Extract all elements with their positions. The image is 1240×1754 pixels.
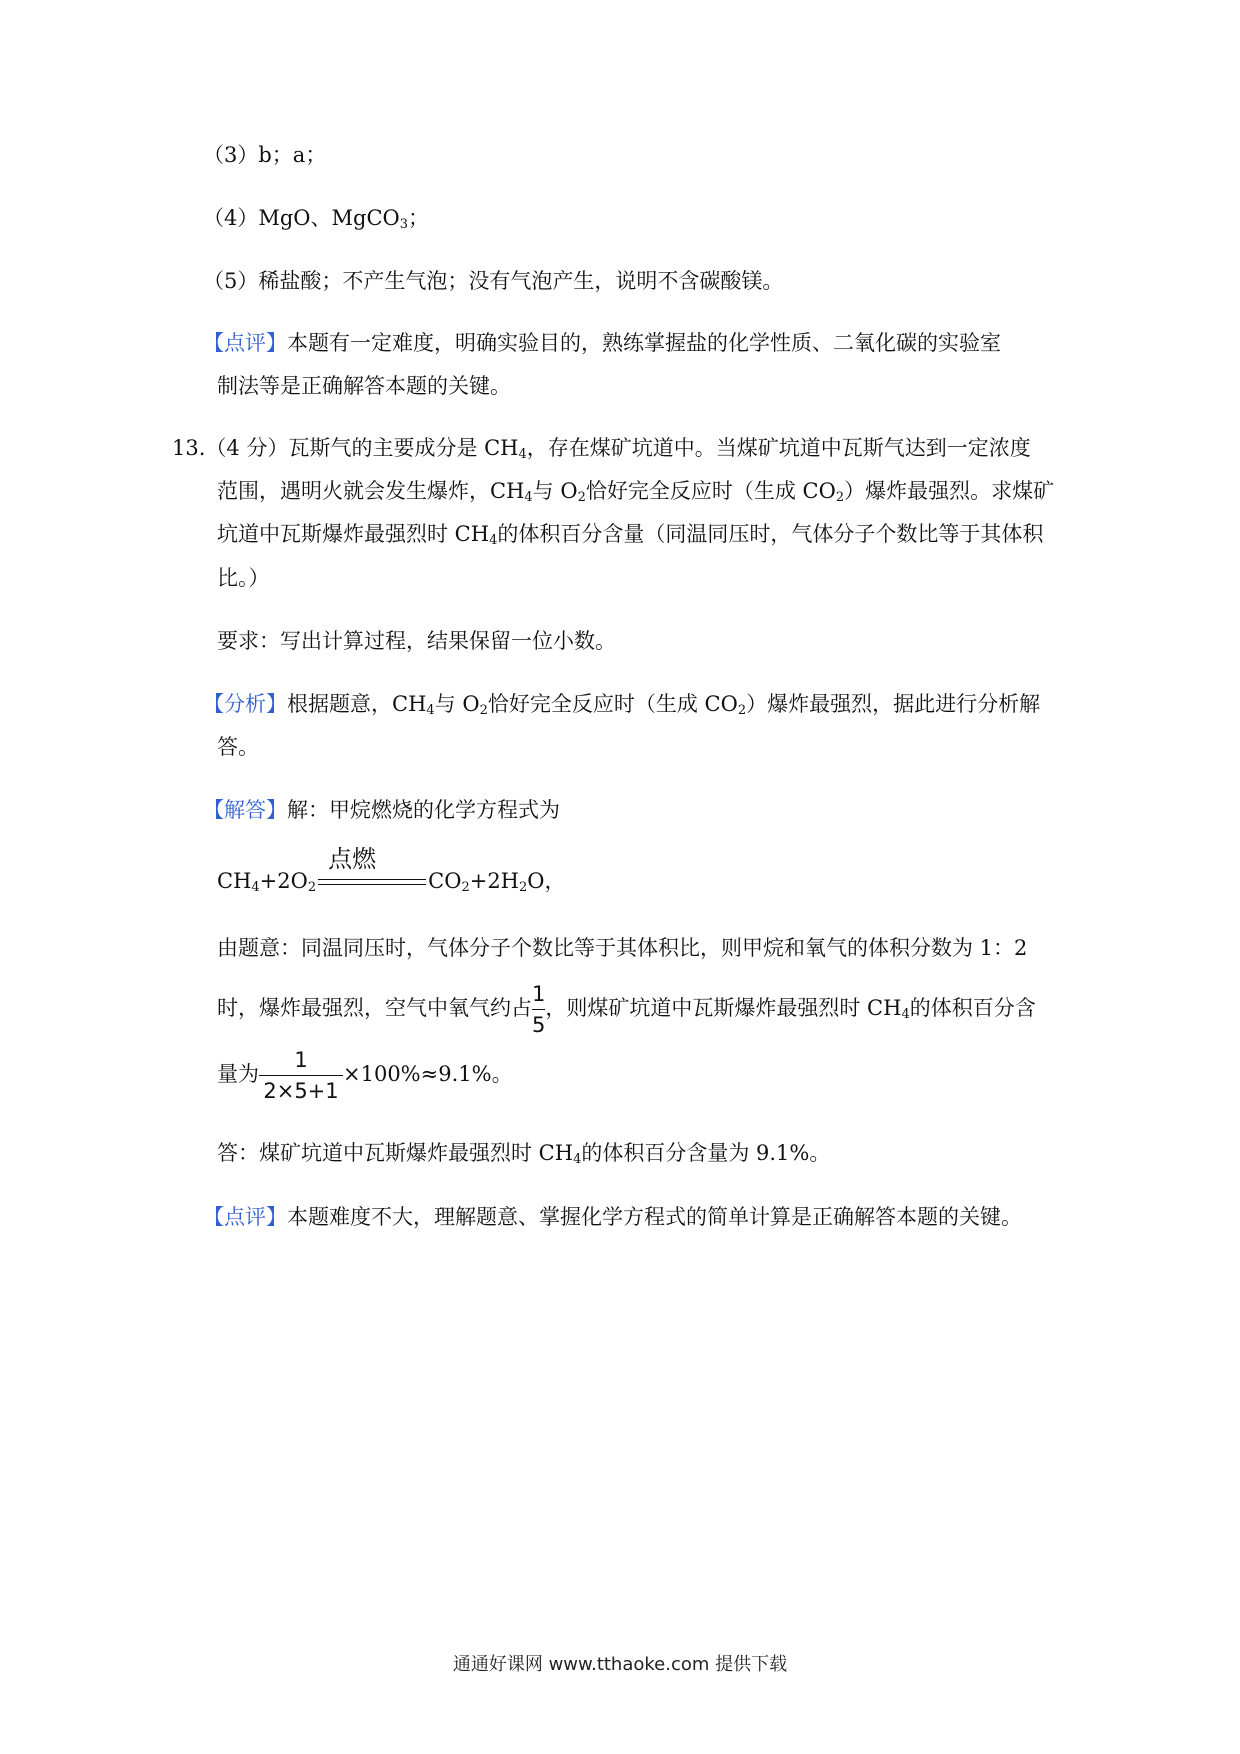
question-13-line-2: 范围，遇明火就会发生爆炸，$CH_4$与 $O_2$恰好完全反应时（生成 $CO_2$）爆炸最强烈。求煤矿 <box>217 479 1055 505</box>
footer-download-notice: 通通好课网 www.tthaoke.com 提供下载 <box>452 1654 788 1675</box>
review-tag: 【点评】 <box>203 331 287 355</box>
final-answer: 答：煤矿坑道中瓦斯爆炸最强烈时 $CH_4$的体积百分含量为 9.1%。 <box>217 1141 831 1167</box>
answer-4: （4）MgO、MgCO$_3$； <box>203 206 430 232</box>
question-number: 13. <box>172 436 206 460</box>
review-paragraph-2: 【点评】本题难度不大，理解题意、掌握化学方程式的简单计算是正确解答本题的关键。 <box>203 1205 1022 1229</box>
solution-intro: 【解答】解：甲烷燃烧的化学方程式为 <box>203 798 560 822</box>
chemical-equation: $CH_4+2O_2$ 点燃 $CO_2+2H_2O$， <box>217 844 566 895</box>
analysis-paragraph-line-2: 答。 <box>217 735 259 759</box>
solution-tag: 【解答】 <box>203 798 287 822</box>
question-13-line-4: 比。） <box>217 566 270 590</box>
analysis-tag: 【分析】 <box>203 692 287 716</box>
solution-paragraph-line-1: 由题意：同温同压时，气体分子个数比等于其体积比，则甲烷和氧气的体积分数为 1：2 <box>217 936 1028 960</box>
fraction-one-fifth: $\frac{1}{5}$ <box>532 979 545 1040</box>
review-paragraph-1-line-2: 制法等是正确解答本题的关键。 <box>217 374 511 398</box>
analysis-paragraph: 【分析】根据题意，$CH_4$与 $O_2$恰好完全反应时（生成 $CO_2$）爆炸最强烈，据此进行分析解 <box>203 692 1041 718</box>
solution-paragraph-line-2: 时，爆炸最强烈，空气中氧气约占 $\frac{1}{5}$ ，则煤矿坑道中瓦斯爆炸最强烈时 $CH_4$的体积百分含 <box>217 977 1036 1040</box>
question-13-line-1: 13.（4 分）瓦斯气的主要成分是 $CH_4$，存在煤矿坑道中。当煤矿坑道中瓦斯气达到一定浓度 <box>172 436 1031 462</box>
answer-5: （5）稀盐酸；不产生气泡；没有气泡产生，说明不含碳酸镁。 <box>203 269 784 293</box>
review-tag: 【点评】 <box>203 1205 287 1229</box>
fraction-percentage: $\frac{1}{2\times 5+1}$ <box>259 1045 343 1106</box>
question-13-line-3: 坑道中瓦斯爆炸最强烈时 $CH_4$的体积百分含量（同温同压时，气体分子个数比等于其体积 <box>217 522 1044 548</box>
requirement: 要求：写出计算过程，结果保留一位小数。 <box>217 629 616 653</box>
review-paragraph-1: 【点评】本题有一定难度，明确实验目的，熟练掌握盐的化学性质、二氧化碳的实验室 <box>203 331 1001 355</box>
solution-paragraph-line-3: 量为 $\frac{1}{2\times 5+1}$ ×100%≈9.1%。 <box>217 1043 513 1106</box>
answer-3: （3）b；a； <box>203 143 327 167</box>
reaction-condition: 点燃 <box>318 878 426 888</box>
